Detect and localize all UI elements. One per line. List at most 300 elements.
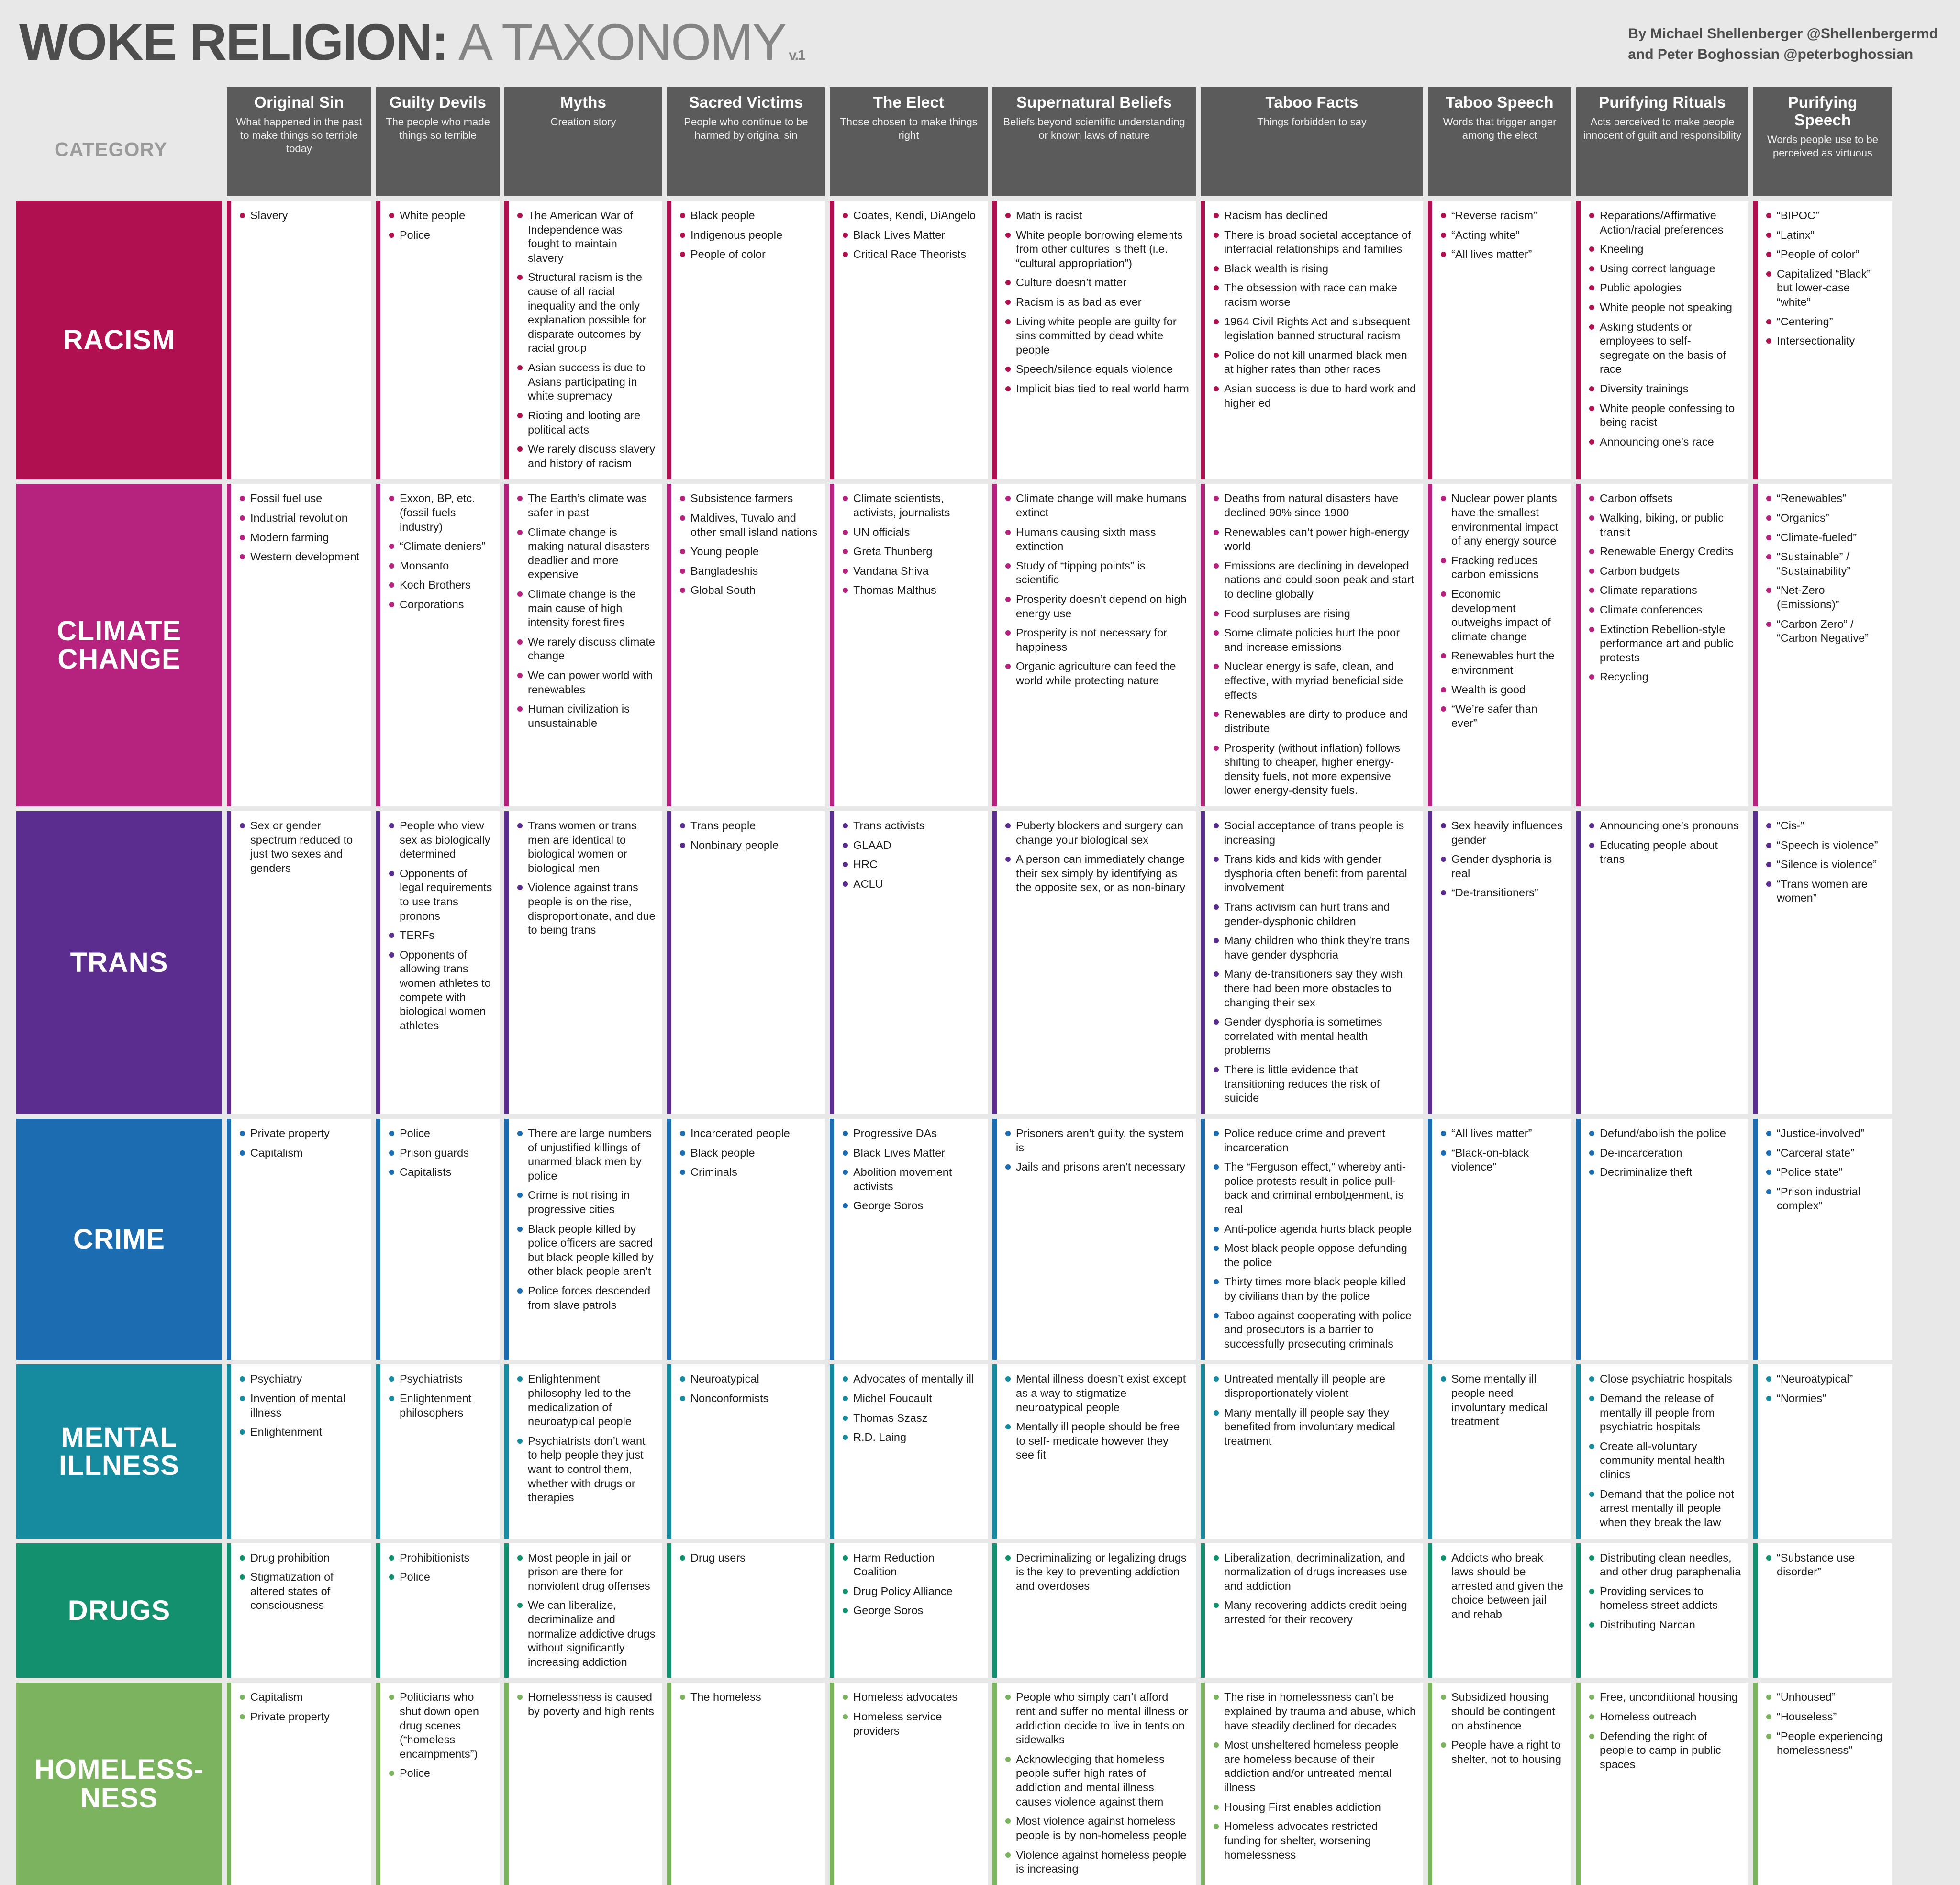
list-item: “Speech is violence”: [1765, 838, 1885, 853]
list-item: Private property: [239, 1127, 365, 1141]
title-bold: WOKE RELIGION:: [19, 13, 448, 71]
column-header: [1753, 87, 1892, 196]
list-item: Renewables are dirty to produce and distribute: [1213, 707, 1416, 736]
row-category-label: CRIME: [73, 1224, 165, 1255]
list-item: Anti-police agenda hurts black people: [1213, 1222, 1416, 1237]
taxonomy-cell: [504, 1119, 662, 1360]
list-item: Michel Foucault: [842, 1392, 981, 1406]
list-item: Using correct language: [1588, 262, 1742, 276]
taxonomy-cell: [1753, 1543, 1892, 1678]
list-item: Decriminalize theft: [1588, 1165, 1742, 1180]
item-list: [388, 1551, 493, 1584]
list-item: Police: [388, 228, 493, 243]
list-item: “Substance use disorder”: [1765, 1551, 1885, 1579]
list-item: Many de-transitioners say they wish there had been more obstacles to changing their sex: [1213, 967, 1416, 1010]
list-item: Climate scientists, activists, journalists: [842, 491, 981, 520]
list-item: Drug prohibition: [239, 1551, 365, 1565]
taxonomy-cell: [1576, 1119, 1748, 1360]
list-item: Math is racist: [1004, 209, 1189, 223]
list-item: Most violence against homeless people is by non-homeless people: [1004, 1814, 1189, 1842]
list-item: The “Ferguson effect,” whereby anti-police protests result in police pull-back and criminal embolденment, is real: [1213, 1160, 1416, 1216]
list-item: Organic agriculture can feed the world while protecting nature: [1004, 659, 1189, 688]
taxonomy-row: [16, 484, 1944, 806]
list-item: Exxon, BP, etc. (fossil fuels industry): [388, 491, 493, 534]
column-header-row: [16, 87, 1944, 196]
list-item: We can liberalize, decriminalize and normalize addictive drugs without significantly increasing addiction: [516, 1598, 656, 1669]
taxonomy-cell: [1576, 484, 1748, 806]
list-item: People have a right to shelter, not to housing: [1440, 1738, 1565, 1766]
item-list: [239, 1372, 365, 1439]
list-item: Close psychiatric hospitals: [1588, 1372, 1742, 1386]
list-item: Thomas Malthus: [842, 583, 981, 598]
list-item: Nonbinary people: [679, 838, 818, 853]
list-item: Many recovering addicts credit being arrested for their recovery: [1213, 1598, 1416, 1627]
list-item: A person can immediately change their sex simply by identifying as the opposite sex, or as non-binary: [1004, 852, 1189, 895]
list-item: Educating people about trans: [1588, 838, 1742, 867]
item-list: [1440, 1690, 1565, 1766]
page-title: [19, 13, 805, 71]
taxonomy-cell: [504, 1364, 662, 1538]
row-category-label: HOMELESS- NESS: [34, 1754, 204, 1814]
list-item: People of color: [679, 247, 818, 262]
column-header-subtitle: Words people use to be perceived as virtuous: [1767, 133, 1878, 159]
item-list: [1440, 491, 1565, 730]
item-list: [1213, 1690, 1416, 1862]
list-item: Psychiatrists don’t want to help people they just want to control them, whether with drugs or therapies: [516, 1434, 656, 1505]
taxonomy-cell: [1201, 484, 1423, 806]
list-item: Most black people oppose defunding the police: [1213, 1241, 1416, 1270]
list-item: “Cis-”: [1765, 819, 1885, 833]
taxonomy-cell: [504, 1543, 662, 1678]
item-list: [1765, 1127, 1885, 1213]
list-item: Kneeling: [1588, 242, 1742, 257]
item-list: [1213, 1551, 1416, 1627]
list-item: Climate reparations: [1588, 583, 1742, 598]
list-item: Enlightenment: [239, 1425, 365, 1439]
column-header-subtitle: Words that trigger anger among the elect: [1443, 115, 1557, 142]
list-item: Renewable Energy Credits: [1588, 545, 1742, 559]
item-list: [1213, 491, 1416, 798]
list-item: Nonconformists: [679, 1392, 818, 1406]
list-item: GLAAD: [842, 838, 981, 853]
taxonomy-cell: [227, 201, 371, 479]
item-list: [679, 491, 818, 598]
item-list: [516, 1127, 656, 1312]
list-item: Jails and prisons aren’t necessary: [1004, 1160, 1189, 1174]
list-item: The obsession with race can make racism worse: [1213, 281, 1416, 309]
taxonomy-cell: [376, 1683, 500, 1885]
list-item: “Carbon Zero” / “Carbon Negative”: [1765, 617, 1885, 646]
item-list: [1765, 209, 1885, 348]
taxonomy-cell: [227, 484, 371, 806]
list-item: Social acceptance of trans people is increasing: [1213, 819, 1416, 847]
item-list: [1588, 1372, 1742, 1529]
list-item: Climate change is the main cause of high intensity forest fires: [516, 587, 656, 630]
taxonomy-cell: [992, 811, 1196, 1114]
list-item: Black people: [679, 1146, 818, 1160]
list-item: Thirty times more black people killed by civilians than by the police: [1213, 1275, 1416, 1303]
list-item: Violence against homeless people is increasing: [1004, 1848, 1189, 1876]
item-list: [1588, 819, 1742, 867]
column-header-subtitle: What happened in the past to make things so terrible today: [236, 115, 362, 155]
item-list: [1588, 1690, 1742, 1772]
list-item: Living white people are guilty for sins committed by dead white people: [1004, 315, 1189, 357]
column-header: [992, 87, 1196, 196]
column-header-title: Supernatural Beliefs: [1016, 93, 1172, 111]
list-item: “We’re safer than ever”: [1440, 702, 1565, 730]
column-header-subtitle: Beliefs beyond scientific understanding or known laws of nature: [1003, 115, 1185, 142]
item-list: [388, 1372, 493, 1420]
row-category-cell: [16, 811, 222, 1114]
item-list: [679, 1127, 818, 1180]
list-item: George Soros: [842, 1199, 981, 1213]
row-category-cell: [16, 1543, 222, 1678]
list-item: Mental illness doesn’t exist except as a way to stigmatize neuroatypical people: [1004, 1372, 1189, 1415]
list-item: Koch Brothers: [388, 578, 493, 592]
list-item: Western development: [239, 550, 365, 564]
list-item: Subsidized housing should be contingent on abstinence: [1440, 1690, 1565, 1733]
list-item: Humans causing sixth mass extinction: [1004, 525, 1189, 554]
taxonomy-cell: [992, 1543, 1196, 1678]
item-list: [1213, 819, 1416, 1105]
list-item: “Climate deniers”: [388, 539, 493, 554]
item-list: [1004, 1690, 1189, 1876]
taxonomy-cell: [504, 811, 662, 1114]
taxonomy-cell: [376, 484, 500, 806]
item-list: [1213, 1372, 1416, 1448]
item-list: [1440, 819, 1565, 900]
item-list: [679, 1551, 818, 1565]
column-header-title: Purifying Speech: [1788, 93, 1858, 129]
list-item: Gender dysphoria is sometimes correlated with mental health problems: [1213, 1015, 1416, 1058]
list-item: “Unhoused”: [1765, 1690, 1885, 1705]
taxonomy-cell: [830, 811, 988, 1114]
list-item: Some mentally ill people need involuntary medical treatment: [1440, 1372, 1565, 1428]
column-header: [830, 87, 988, 196]
list-item: Police: [388, 1570, 493, 1584]
list-item: Prosperity doesn’t depend on high energy use: [1004, 592, 1189, 621]
taxonomy-cell: [1753, 201, 1892, 479]
list-item: Wealth is good: [1440, 683, 1565, 697]
taxonomy-cell: [1201, 201, 1423, 479]
taxonomy-row: [16, 811, 1944, 1114]
list-item: Food surpluses are rising: [1213, 607, 1416, 621]
list-item: “Neuroatypical”: [1765, 1372, 1885, 1386]
item-list: [1440, 1127, 1565, 1174]
list-item: “Centering”: [1765, 315, 1885, 329]
taxonomy-cell: [992, 484, 1196, 806]
list-item: “Houseless”: [1765, 1710, 1885, 1724]
taxonomy-row: [16, 1543, 1944, 1678]
list-item: Many mentally ill people say they benefited from involuntary medical treatment: [1213, 1406, 1416, 1449]
list-item: Homelessness is caused by poverty and high rents: [516, 1690, 656, 1718]
list-item: “Justice-involved”: [1765, 1127, 1885, 1141]
list-item: Trans kids and kids with gender dysphoria often benefit from parental involvement: [1213, 852, 1416, 895]
byline-line-2: and Peter Boghossian @peterboghossian: [1628, 46, 1914, 62]
list-item: “BIPOC”: [1765, 209, 1885, 223]
list-item: Most unsheltered homeless people are homeless because of their addiction and/or untreated mental illness: [1213, 1738, 1416, 1795]
list-item: Announcing one’s pronouns: [1588, 819, 1742, 833]
poster-header: [16, 13, 1944, 85]
item-list: [842, 819, 981, 891]
item-list: [679, 819, 818, 852]
list-item: People who view sex as biologically determined: [388, 819, 493, 861]
list-item: Addicts who break laws should be arrested and given the choice between jail and rehab: [1440, 1551, 1565, 1622]
taxonomy-cell: [1576, 1543, 1748, 1678]
list-item: The Earth’s climate was safer in past: [516, 491, 656, 520]
list-item: Renewables hurt the environment: [1440, 649, 1565, 677]
column-header: [1428, 87, 1571, 196]
list-item: Walking, biking, or public transit: [1588, 511, 1742, 539]
taxonomy-cell: [667, 1683, 825, 1885]
taxonomy-cell: [992, 1683, 1196, 1885]
list-item: Politicians who shut down open drug scenes (“homeless encampments”): [388, 1690, 493, 1761]
list-item: Thomas Szasz: [842, 1411, 981, 1426]
item-list: [1440, 1551, 1565, 1622]
list-item: Fossil fuel use: [239, 491, 365, 506]
taxonomy-cell: [1753, 1119, 1892, 1360]
byline-line-1: By Michael Shellenberger @Shellenbergermd: [1628, 26, 1938, 42]
list-item: We rarely discuss slavery and history of racism: [516, 442, 656, 470]
list-item: Carbon budgets: [1588, 564, 1742, 579]
taxonomy-cell: [830, 1683, 988, 1885]
list-item: Structural racism is the cause of all racial inequality and the only explanation possible for disparate outcomes by racial group: [516, 270, 656, 356]
taxonomy-cell: [1428, 484, 1571, 806]
taxonomy-cell: [1753, 484, 1892, 806]
list-item: Enlightenment philosophers: [388, 1392, 493, 1420]
taxonomy-cell: [1201, 811, 1423, 1114]
item-list: [388, 209, 493, 242]
list-item: “Police state”: [1765, 1165, 1885, 1180]
list-item: Public apologies: [1588, 281, 1742, 295]
taxonomy-cell: [667, 484, 825, 806]
list-item: Trans activism can hurt trans and gender-dysphonic children: [1213, 900, 1416, 928]
item-list: [842, 491, 981, 598]
list-item: Renewables can’t power high-energy world: [1213, 525, 1416, 554]
column-header: [376, 87, 500, 196]
list-item: Psychiatry: [239, 1372, 365, 1386]
taxonomy-cell: [1428, 1119, 1571, 1360]
list-item: Police reduce crime and prevent incarceration: [1213, 1127, 1416, 1155]
list-item: Police forces descended from slave patrols: [516, 1284, 656, 1312]
list-item: Psychiatrists: [388, 1372, 493, 1386]
list-item: Crime is not rising in progressive cities: [516, 1188, 656, 1216]
taxonomy-cell: [1576, 811, 1748, 1114]
list-item: Some climate policies hurt the poor and increase emissions: [1213, 626, 1416, 654]
list-item: Asian success is due to hard work and higher ed: [1213, 382, 1416, 410]
list-item: Gender dysphoria is real: [1440, 852, 1565, 881]
list-item: Liberalization, decriminalization, and normalization of drugs increases use and addiction: [1213, 1551, 1416, 1594]
list-item: Climate change is making natural disasters deadlier and more expensive: [516, 525, 656, 582]
taxonomy-cell: [227, 1543, 371, 1678]
taxonomy-cell: [1428, 1364, 1571, 1538]
list-item: Police do not kill unarmed black men at higher rates than other races: [1213, 348, 1416, 377]
list-item: Prisoners aren’t guilty, the system is: [1004, 1127, 1189, 1155]
list-item: Trans people: [679, 819, 818, 833]
item-list: [516, 1372, 656, 1505]
list-item: Capitalism: [239, 1690, 365, 1705]
list-item: We rarely discuss climate change: [516, 635, 656, 663]
column-header-subtitle: Things forbidden to say: [1257, 115, 1367, 128]
taxonomy-cell: [1428, 811, 1571, 1114]
list-item: Prison guards: [388, 1146, 493, 1160]
taxonomy-cell: [1753, 1364, 1892, 1538]
taxonomy-row: [16, 1364, 1944, 1538]
list-item: Fracking reduces carbon emissions: [1440, 554, 1565, 582]
list-item: Extinction Rebellion-style performance art and public protests: [1588, 623, 1742, 665]
list-item: Defund/abolish the police: [1588, 1127, 1742, 1141]
column-header-subtitle: The people who made things so terrible: [386, 115, 490, 142]
item-list: [1440, 209, 1565, 262]
list-item: White people not speaking: [1588, 301, 1742, 315]
item-list: [1440, 1372, 1565, 1428]
list-item: Decriminalizing or legalizing drugs is the key to preventing addiction and overdoses: [1004, 1551, 1189, 1594]
list-item: “Organics”: [1765, 511, 1885, 525]
column-header-title: The Elect: [873, 93, 945, 111]
column-header: [667, 87, 825, 196]
column-header-title: Guilty Devils: [389, 93, 487, 111]
list-item: Slavery: [239, 209, 365, 223]
list-item: Deaths from natural disasters have declined 90% since 1900: [1213, 491, 1416, 520]
item-list: [679, 209, 818, 262]
list-item: Capitalized “Black” but lower-case “white”: [1765, 267, 1885, 310]
item-list: [842, 1127, 981, 1213]
list-item: There are large numbers of unjustified killings of unarmed black men by police: [516, 1127, 656, 1183]
list-item: “Silence is violence”: [1765, 858, 1885, 872]
list-item: TERFs: [388, 928, 493, 943]
item-list: [388, 819, 493, 1033]
list-item: ACLU: [842, 877, 981, 892]
list-item: Providing services to homeless street addicts: [1588, 1584, 1742, 1613]
list-item: Study of “tipping points” is scientific: [1004, 559, 1189, 587]
list-item: Untreated mentally ill people are disproportionately violent: [1213, 1372, 1416, 1400]
column-header-title: Taboo Facts: [1265, 93, 1359, 111]
list-item: Nuclear power plants have the smallest environmental impact of any energy source: [1440, 491, 1565, 548]
list-item: 1964 Civil Rights Act and subsequent legislation banned structural racism: [1213, 315, 1416, 343]
list-item: “Prison industrial complex”: [1765, 1185, 1885, 1213]
list-item: “Trans women are women”: [1765, 877, 1885, 905]
taxonomy-cell: [830, 201, 988, 479]
list-item: White people: [388, 209, 493, 223]
list-item: Climate conferences: [1588, 603, 1742, 617]
column-header-title: Original Sin: [254, 93, 344, 111]
item-list: [1765, 1690, 1885, 1757]
row-category-cell: [16, 201, 222, 479]
list-item: Rioting and looting are political acts: [516, 409, 656, 437]
taxonomy-row: [16, 1683, 1944, 1885]
list-item: Sex heavily influences gender: [1440, 819, 1565, 847]
list-item: Global South: [679, 583, 818, 598]
list-item: Police: [388, 1766, 493, 1781]
list-item: Sex or gender spectrum reduced to just two sexes and genders: [239, 819, 365, 875]
taxonomy-cell: [376, 201, 500, 479]
column-header-title: Myths: [560, 93, 607, 111]
list-item: Prosperity is not necessary for happiness: [1004, 626, 1189, 654]
list-item: Culture doesn’t matter: [1004, 276, 1189, 290]
taxonomy-cell: [1201, 1683, 1423, 1885]
list-item: Drug Policy Alliance: [842, 1584, 981, 1599]
list-item: “All lives matter”: [1440, 1127, 1565, 1141]
list-item: “De-transitioners”: [1440, 886, 1565, 900]
taxonomy-cell: [667, 1543, 825, 1678]
taxonomy-cell: [830, 484, 988, 806]
row-category-label: CLIMATE CHANGE: [56, 615, 182, 675]
list-item: Greta Thunberg: [842, 545, 981, 559]
column-header-title: Sacred Victims: [689, 93, 803, 111]
item-list: [388, 491, 493, 612]
list-item: Violence against trans people is on the rise, disproportionate, and due to being trans: [516, 881, 656, 937]
list-item: Drug users: [679, 1551, 818, 1565]
item-list: [1588, 1551, 1742, 1632]
list-item: Incarcerated people: [679, 1127, 818, 1141]
list-item: Black Lives Matter: [842, 228, 981, 243]
list-item: Police: [388, 1127, 493, 1141]
taxonomy-cell: [1428, 1543, 1571, 1678]
taxonomy-cell: [504, 484, 662, 806]
list-item: Criminals: [679, 1165, 818, 1180]
list-item: “Latinx”: [1765, 228, 1885, 243]
item-list: [1213, 209, 1416, 410]
list-item: The homeless: [679, 1690, 818, 1705]
list-item: Capitalism: [239, 1146, 365, 1160]
item-list: [1004, 209, 1189, 396]
list-item: Implicit bias tied to real world harm: [1004, 382, 1189, 396]
item-list: [1765, 1372, 1885, 1405]
taxonomy-cell: [1753, 1683, 1892, 1885]
row-category-cell: [16, 1683, 222, 1885]
item-list: [1004, 819, 1189, 895]
list-item: White people borrowing elements from other cultures is theft (i.e. “cultural appropriation”): [1004, 228, 1189, 271]
item-list: [1765, 491, 1885, 645]
list-item: “Net-Zero (Emissions)”: [1765, 583, 1885, 612]
taxonomy-cell: [667, 811, 825, 1114]
list-item: Distributing Narcan: [1588, 1618, 1742, 1632]
list-item: R.D. Laing: [842, 1430, 981, 1445]
column-header: [1576, 87, 1748, 196]
list-item: Trans women or trans men are identical to biological women or biological men: [516, 819, 656, 875]
list-item: Corporations: [388, 598, 493, 612]
list-item: Vandana Shiva: [842, 564, 981, 579]
list-item: Climate change will make humans extinct: [1004, 491, 1189, 520]
list-item: Opponents of legal requirements to use trans pronons: [388, 867, 493, 923]
list-item: White people confessing to being racist: [1588, 402, 1742, 430]
column-header-title: Taboo Speech: [1446, 93, 1554, 111]
row-category-cell: [16, 1119, 222, 1360]
list-item: Intersectionality: [1765, 334, 1885, 348]
list-item: Trans activists: [842, 819, 981, 833]
list-item: Subsistence farmers: [679, 491, 818, 506]
list-item: Racism has declined: [1213, 209, 1416, 223]
taxonomy-cell: [1428, 201, 1571, 479]
column-header: [227, 87, 371, 196]
list-item: Most people in jail or prison are there for nonviolent drug offenses: [516, 1551, 656, 1594]
taxonomy-cell: [227, 1119, 371, 1360]
item-list: [1588, 1127, 1742, 1180]
list-item: Indigenous people: [679, 228, 818, 243]
taxonomy-cell: [376, 1543, 500, 1678]
list-item: Black people: [679, 209, 818, 223]
taxonomy-cell: [667, 1119, 825, 1360]
taxonomy-cell: [1576, 1364, 1748, 1538]
item-list: [516, 1690, 656, 1718]
list-item: Asian success is due to Asians participating in white supremacy: [516, 361, 656, 403]
item-list: [1588, 209, 1742, 449]
taxonomy-cell: [1753, 811, 1892, 1114]
list-item: Distributing clean needles, and other drug paraphenalia: [1588, 1551, 1742, 1579]
list-item: Modern farming: [239, 531, 365, 545]
list-item: “Normies”: [1765, 1392, 1885, 1406]
item-list: [239, 1127, 365, 1160]
